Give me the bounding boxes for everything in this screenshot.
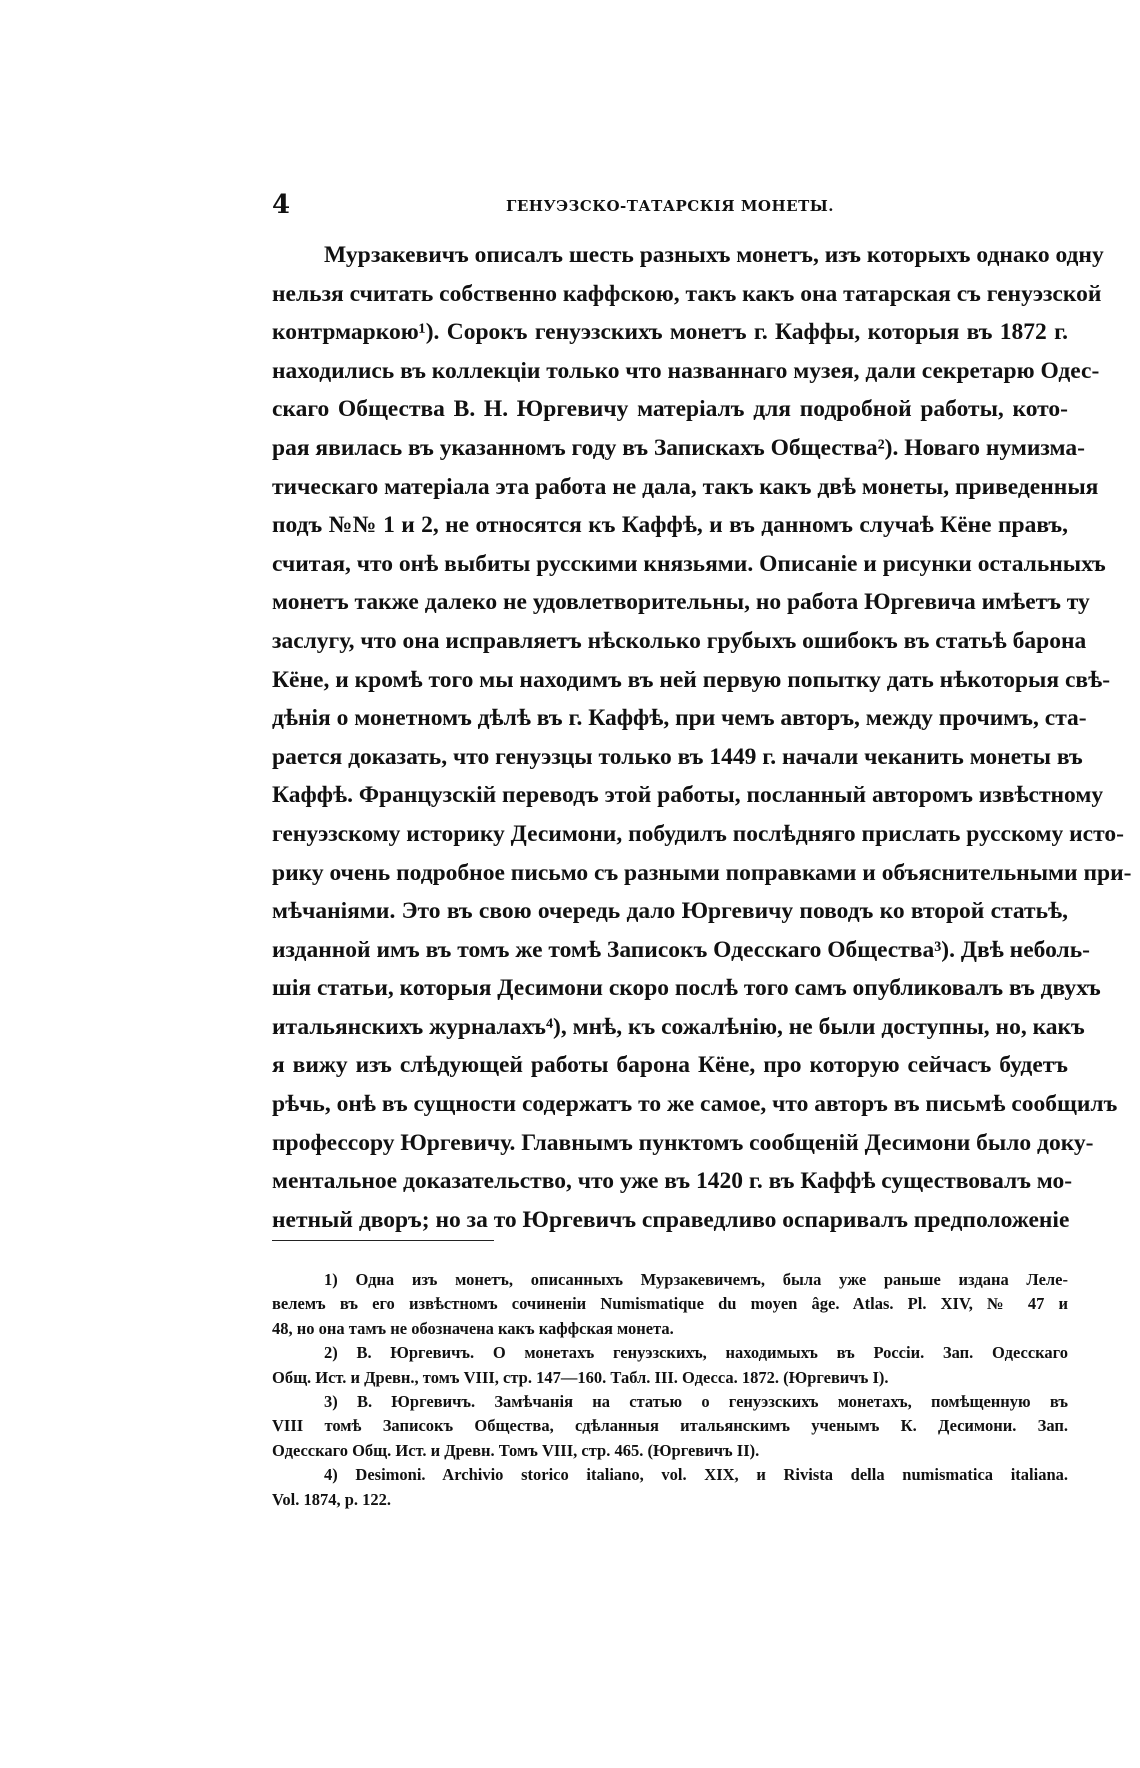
footnote-line: 48, но она тамъ не обозначена какъ каффская монета. [272,1318,674,1338]
footnote-line: 3) В. Юргевичъ. Замѣчанія на статью о генуэзскихъ монетахъ, помѣщенную въ [324,1391,1068,1411]
footnote-line: Vol. 1874, p. 122. [272,1489,392,1509]
text-line: монетъ также далеко не удовлетворительны, но работа Юргевича имѣетъ ту [272,589,1090,616]
text-line: я вижу изъ слѣдующей работы барона Кёне, про которую сейчасъ будетъ [272,1052,1068,1079]
text-line: нетный дворъ; но за то Юргевичъ справедливо оспаривалъ предположеніе [272,1206,1070,1233]
text-line: дѣнія о монетномъ дѣлѣ въ г. Каффѣ, при чемъ авторъ, между прочимъ, ста- [272,705,1087,732]
main-text-block [272,236,1132,1239]
footnote-line: велемъ въ его извѣстномъ сочиненіи Numismatique du moyen âge. Atlas. Pl. XIV, № 47 и [272,1294,1068,1314]
text-line: скаго Общества В. Н. Юргевичу матеріалъ для подробной работы, кото- [272,396,1068,423]
text-line: ментальное доказательство, что уже въ 1420 г. въ Каффѣ существовалъ мо- [272,1168,1073,1195]
text-line: генуэзскому историку Десимони, побудилъ послѣдняго прислать русскому исто- [272,820,1124,847]
text-line: контрмаркою¹). Сорокъ генуэзскихъ монетъ г. Каффы, которыя въ 1872 г. [272,319,1068,346]
running-title: ГЕНУЭЗСКО-ТАТАРСКІЯ МОНЕТЫ. [505,197,835,215]
text-line: заслугу, что она исправляетъ нѣсколько грубыхъ ошибокъ въ статьѣ барона [272,627,1087,654]
text-line: итальянскихъ журналахъ⁴), мнѣ, къ сожалѣнію, не были доступны, но, какъ [272,1013,1085,1040]
footnote-line: 2) В. Юргевичъ. О монетахъ генуэзскихъ, находимыхъ въ Россіи. Зап. Одесскаго [324,1343,1068,1363]
text-line: находились въ коллекціи только что названнаго музея, дали секретарю Одес- [272,357,1100,384]
text-line: подъ №№ 1 и 2, не относятся къ Каффѣ, и въ данномъ случаѣ Кёне правъ, [272,512,1068,539]
footnote-line: 1) Одна изъ монетъ, описанныхъ Мурзакевичемъ, была уже раньше издана Леле- [324,1270,1068,1289]
text-line: профессору Юргевичу. Главнымъ пунктомъ сообщеній Десимони было доку- [272,1129,1094,1156]
page-number: 4 [272,190,291,220]
footnote-line: Общ. Ист. и Древн., томъ VIII, стр. 147—160. Табл. III. Одесса. 1872. (Юргевичъ I). [272,1367,889,1387]
text-line: Кёне, и кромѣ того мы находимъ въ ней первую попытку дать нѣкоторыя свѣ- [272,666,1111,693]
text-line: рая явилась въ указанномъ году въ Запискахъ Общества²). Новаго нумизма- [272,434,1085,461]
page-header [272,190,1068,220]
text-line: Мурзакевичъ описалъ шесть разныхъ монетъ, изъ которыхъ однако одну [324,242,1104,268]
footnotes-block [272,1268,1068,1512]
text-line: тическаго матеріала эта работа не дала, такъ какъ двѣ монеты, приведенныя [272,473,1099,500]
text-line: рику очень подробное письмо съ разными поправками и объяснительными при- [272,859,1132,886]
text-line: изданной имъ въ томъ же томѣ Записокъ Одесскаго Общества³). Двѣ неболь- [272,936,1090,963]
text-line: считая, что онѣ выбиты русскими князьями. Описаніе и рисунки остальныхъ [272,550,1106,577]
footnote-line: 4) Desimoni. Archivio storico italiano, vol. XIX, и Rivista della numismatica italiana. [324,1465,1068,1485]
text-line: Каффѣ. Французскій переводъ этой работы, посланный авторомъ извѣстному [272,782,1104,809]
footnote-line: VIII томѣ Записокъ Общества, сдѣланныя итальянскимъ ученымъ К. Десимони. Зап. [272,1416,1068,1436]
text-line: шія статьи, которыя Десимони скоро послѣ того самъ опубликовалъ въ двухъ [272,975,1101,1002]
text-line: рается доказать, что генуэзцы только въ 1449 г. начали чеканить монеты въ [272,743,1083,770]
text-line: мѣчаніями. Это въ свою очередь дало Юргевичу поводъ ко второй статьѣ, [272,898,1068,925]
footnote-separator [272,1240,494,1241]
footnote-line: Одесскаго Общ. Ист. и Древн. Томъ VIII, стр. 465. (Юргевичъ II). [272,1440,760,1460]
text-line: нельзя считать собственно каффскою, такъ какъ она татарская съ генуэзской [272,280,1102,307]
text-line: рѣчь, онѣ въ сущности содержатъ то же самое, что авторъ въ письмѣ сообщилъ [272,1091,1118,1118]
